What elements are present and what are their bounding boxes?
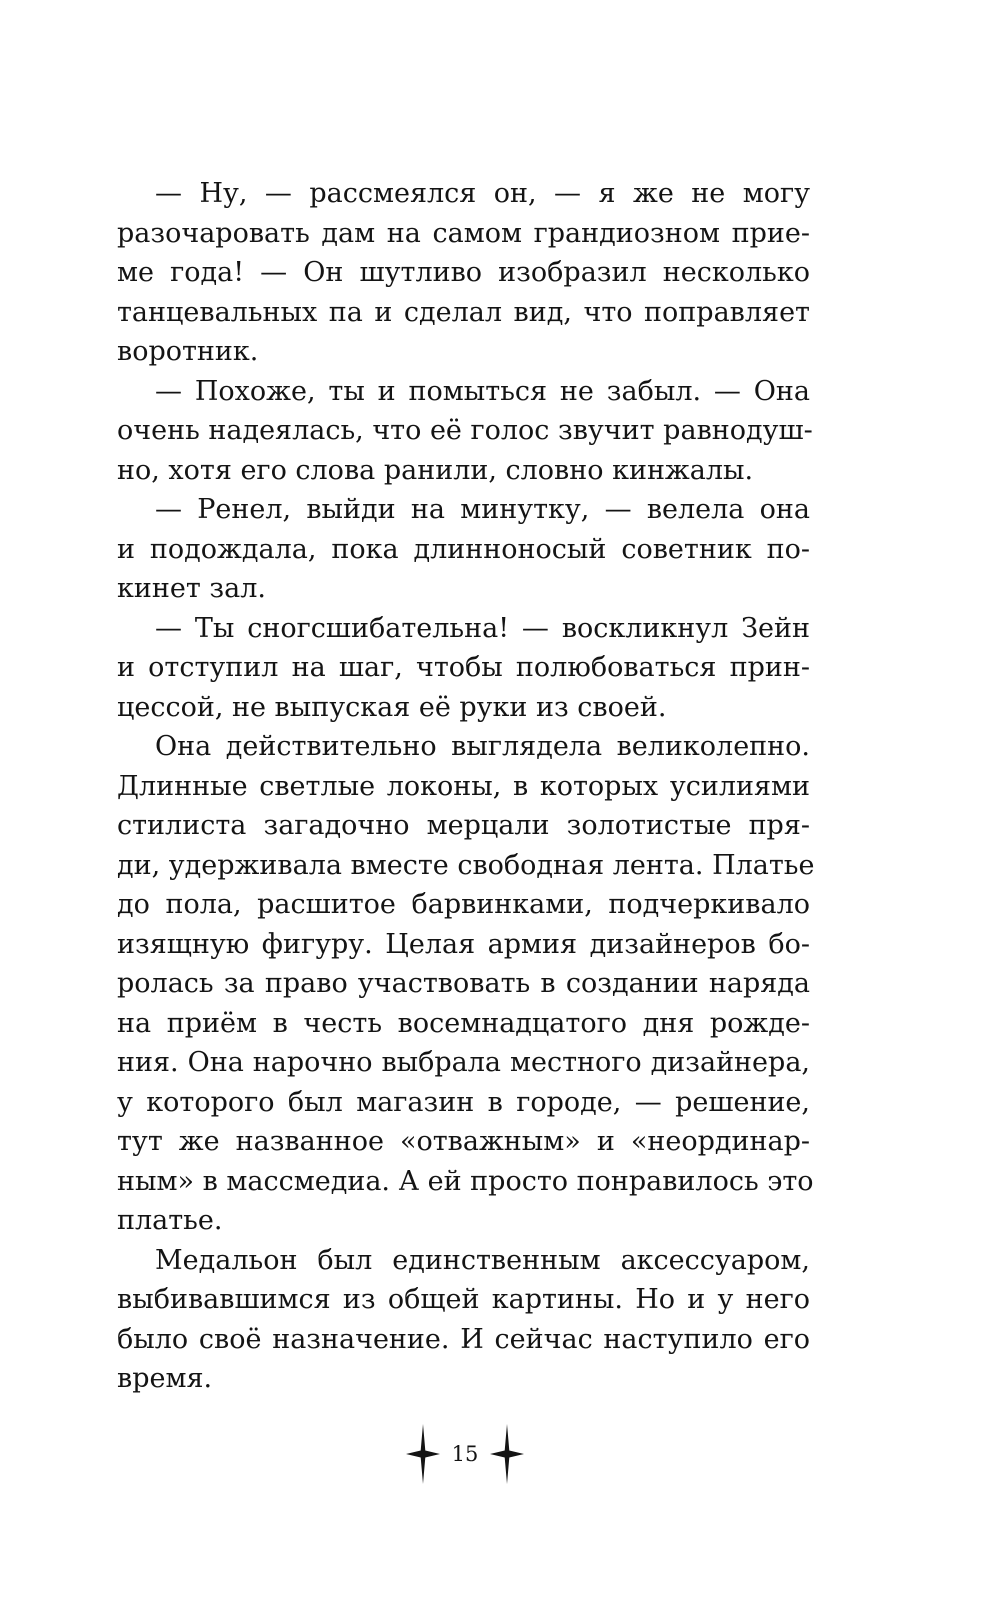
- text-line: платье.: [117, 1205, 223, 1236]
- text-line: ди, удерживала вместе свободная лента. Платье: [117, 849, 815, 881]
- text-line: очень надеялась, что её голос звучит равнодуш-: [117, 415, 813, 446]
- text-line: — Похоже, ты и помыться не забыл. — Она: [155, 375, 810, 407]
- text-line: выбивавшимся из общей картины. Но и у него: [117, 1284, 810, 1315]
- page-number: 15: [451, 1441, 479, 1466]
- page-folio: [400, 1424, 530, 1484]
- text-line: время.: [117, 1363, 213, 1394]
- text-line: — Ты сногсшибательна! — воскликнул Зейн: [155, 612, 810, 644]
- text-line: до пола, расшитое барвинками, подчеркивало: [117, 889, 810, 920]
- text-line: разочаровать дам на самом грандиозном прие-: [117, 217, 810, 249]
- text-line: — Ну, — рассмеялся он, — я же не могу: [155, 178, 810, 209]
- text-line: кинет зал.: [117, 573, 266, 604]
- text-line: ным» в массмедиа. А ей просто понравилось это: [117, 1165, 814, 1197]
- text-line: ния. Она нарочно выбрала местного дизайнера,: [117, 1047, 810, 1078]
- text-line: цессой, не выпуская её руки из своей.: [117, 691, 667, 723]
- text-line: Длинные светлые локоны, в которых усилиями: [117, 770, 810, 802]
- four-point-star-icon: [490, 1424, 524, 1484]
- text-line: — Ренел, выйди на минутку, — велела она: [155, 494, 810, 525]
- text-line: воротник.: [117, 336, 259, 367]
- text-line: и отступил на шаг, чтобы полюбоваться прин-: [117, 652, 810, 683]
- text-line: изящную фигуру. Целая армия дизайнеров бо-: [117, 928, 810, 960]
- body-text: [117, 174, 815, 1399]
- text-line: но, хотя его слова ранили, словно кинжалы.: [117, 454, 754, 486]
- text-line: на приём в честь восемнадцатого дня рожде-: [117, 1007, 810, 1039]
- text-line: ме года! — Он шутливо изобразил несколько: [117, 257, 810, 288]
- four-point-star-icon: [406, 1424, 440, 1484]
- text-line: Медальон был единственным аксессуаром,: [155, 1244, 810, 1276]
- text-line: ролась за право участвовать в создании наряда: [117, 968, 810, 999]
- text-line: тут же названное «отважным» и «неординар-: [117, 1126, 810, 1157]
- text-line: Она действительно выглядела великолепно.: [155, 731, 810, 762]
- text-line: и подождала, пока длинноносый советник по-: [117, 533, 810, 565]
- text-line: танцевальных па и сделал вид, что поправляет: [117, 296, 810, 328]
- text-line: было своё назначение. И сейчас наступило его: [117, 1323, 810, 1355]
- text-line: стилиста загадочно мерцали золотистые пря-: [117, 810, 810, 841]
- text-line: у которого был магазин в городе, — решение,: [117, 1086, 810, 1118]
